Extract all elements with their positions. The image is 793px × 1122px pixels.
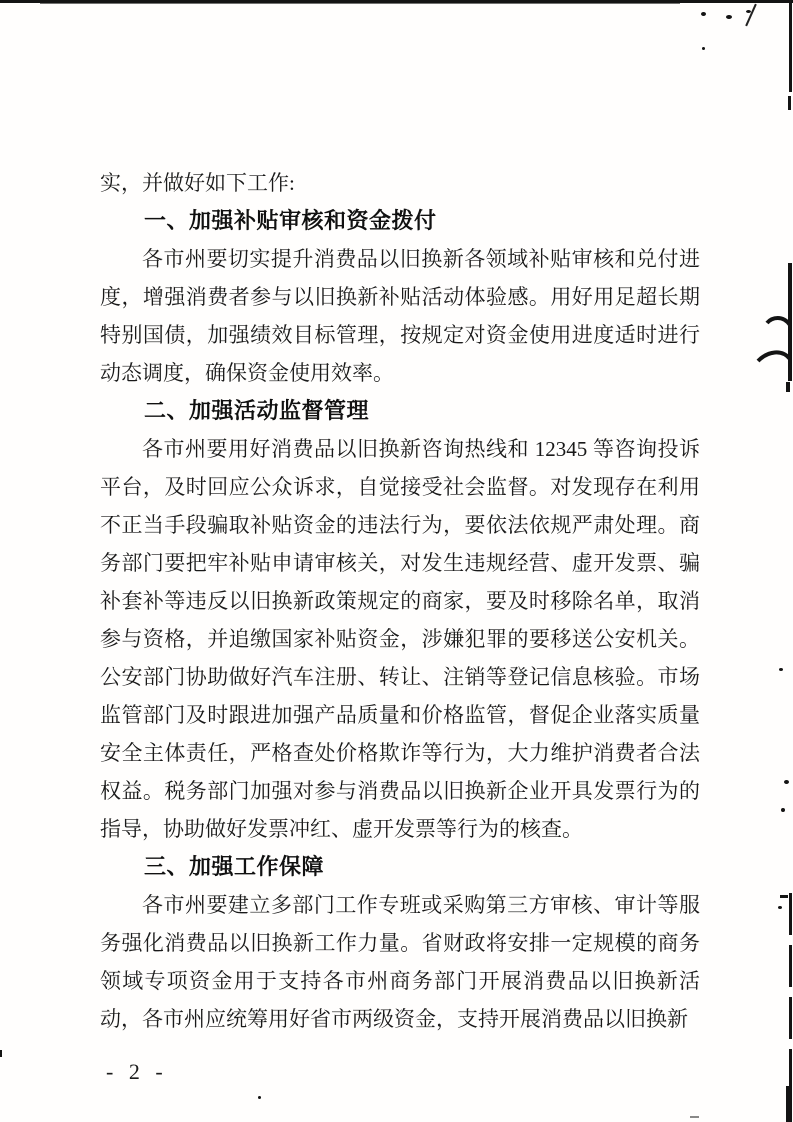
- scan-speck: [690, 1116, 699, 1118]
- scan-edge-top-shadow: [40, 3, 680, 4]
- scan-edge-right-bottom-thick: [786, 1086, 792, 1122]
- scan-speck: [780, 895, 788, 898]
- scan-speck: [778, 906, 782, 909]
- scan-edge-right-middle: [756, 263, 793, 398]
- scan-speck: [784, 780, 789, 784]
- document-body: [100, 164, 700, 1038]
- page-number: - 2 -: [106, 1059, 168, 1084]
- scan-edge-right-top-dash: [788, 96, 791, 110]
- scan-speck: [746, 10, 751, 13]
- section-2-paragraph: 各市州要用好消费品以旧换新咨询热线和 12345 等咨询投诉平台，及时回应公众诉求，自觉接受社会监督。对发现存在利用不正当手段骗取补贴资金的违法行为，要依法依规严肃处理。商务部门要把牢补贴申请审核关，对发生违规经营、虚开发票、骗补套补等违反以旧换新政策规定的商家，要及时移除名单，取消参与资格，并追缴国家补贴资金，涉嫌犯罪的要移送公安机关。公安部门协助做好汽车注册、转让、注销等登记信息核验。市场监管部门及时跟进加强产品质量和价格监管，督促企业落实质量安全主体责任，严格查处价格欺诈等行为，大力维护消费者合法权益。税务部门加强对参与消费品以旧换新企业开具发票行为的指导，协助做好发票冲红、虚开发票等行为的核查。: [100, 437, 700, 841]
- scan-speck: [726, 15, 732, 19]
- section-1-paragraph: 各市州要切实提升消费品以旧换新各领域补贴审核和兑付进度，增强消费者参与以旧换新补贴活动体验感。用好用足超长期特别国债，加强绩效目标管理，按规定对资金使用进度适时进行动态调度，确保资金使用效率。: [100, 247, 700, 385]
- scan-speck: [258, 1096, 261, 1099]
- section-2-heading: 二、加强活动监督管理: [144, 398, 370, 423]
- section-1-heading: 一、加强补贴审核和资金拨付: [144, 208, 437, 233]
- scan-mark-top-right: [745, 4, 757, 27]
- scan-speck: [701, 12, 706, 16]
- section-3-paragraph: 各市州要建立多部门工作专班或采购第三方审核、审计等服务强化消费品以旧换新工作力量。省财政将安排一定规模的商务领域专项资金用于支持各市州商务部门开展消费品以旧换新活动，各市州应统筹用好省市两级资金，支持开展消费品以旧换新: [100, 893, 700, 1031]
- scan-mark-left-edge: [0, 1050, 2, 1057]
- section-3-heading: 三、加强工作保障: [144, 854, 325, 879]
- continuation-paragraph: 实，并做好如下工作:: [100, 171, 295, 195]
- scan-speck: [702, 47, 705, 50]
- scan-edge-right-top: [789, 0, 792, 92]
- scan-speck: [779, 668, 783, 671]
- scan-speck: [781, 808, 785, 812]
- scan-edge-right-dash: [786, 382, 790, 392]
